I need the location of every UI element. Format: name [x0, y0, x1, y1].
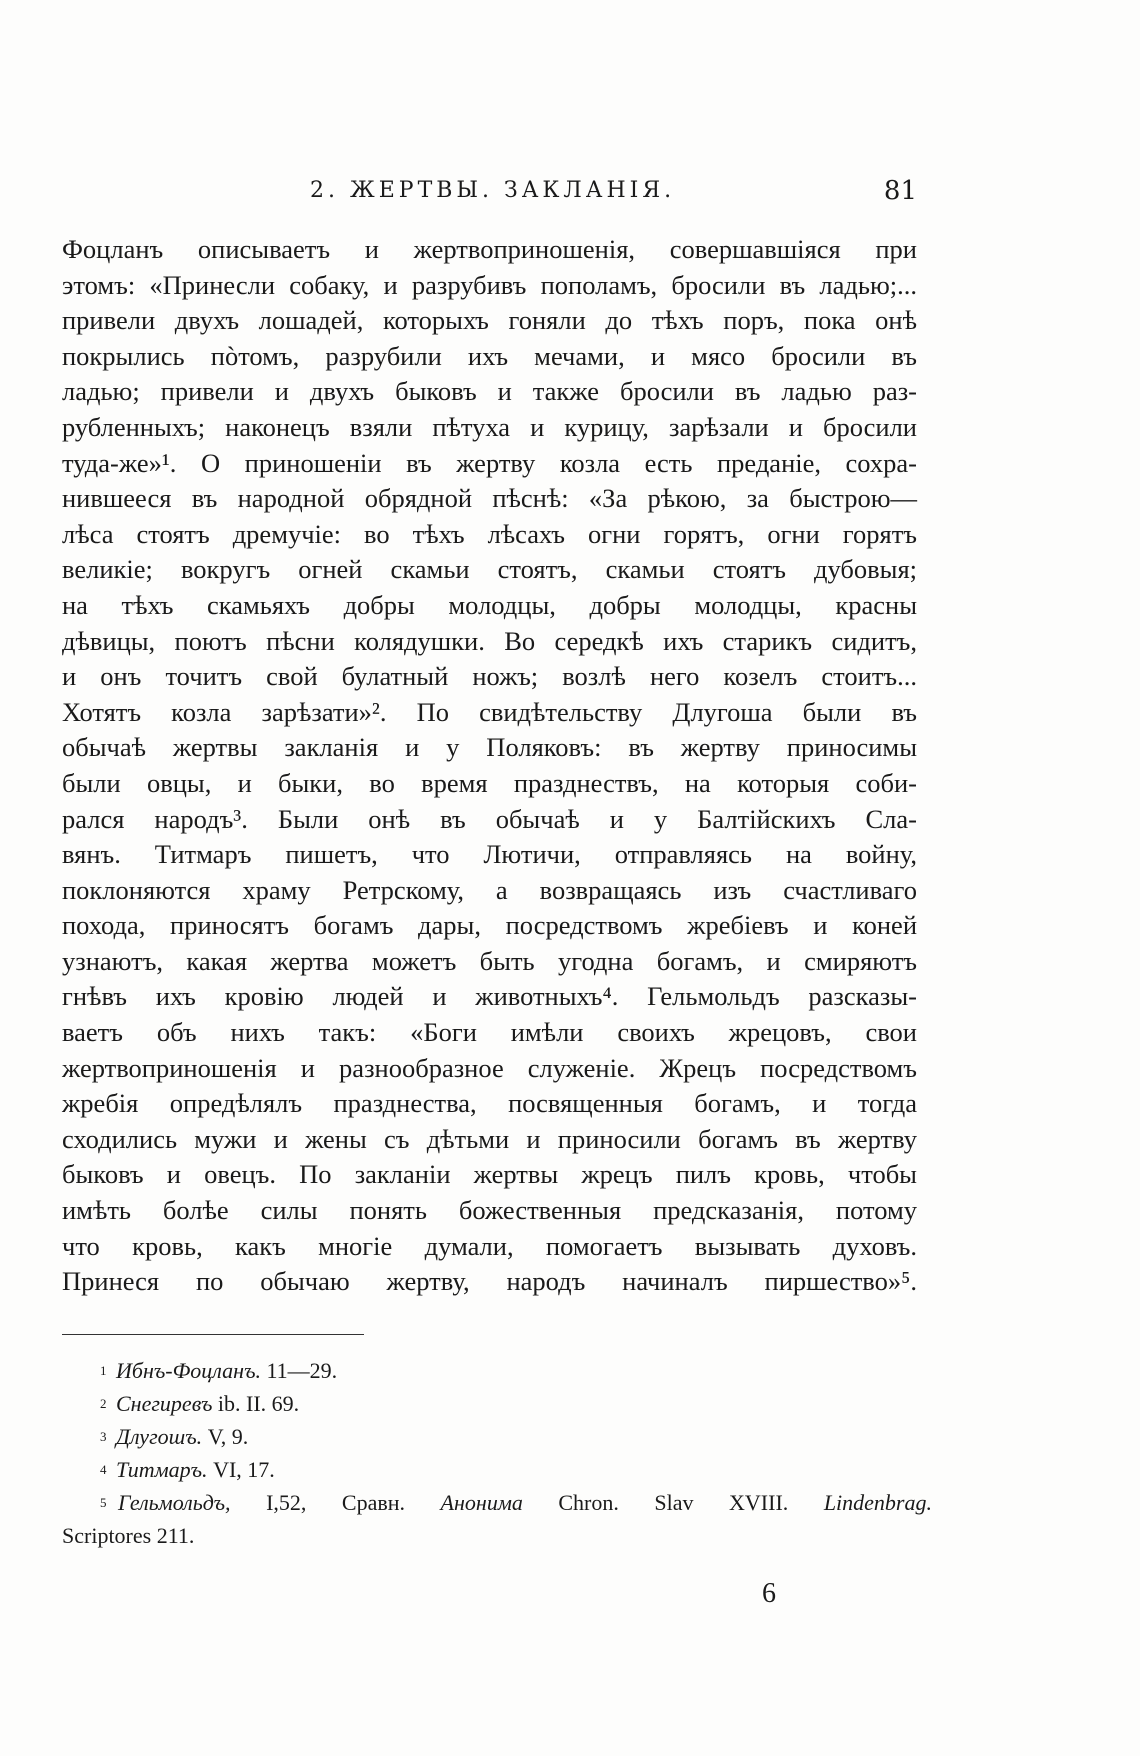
footnote-ref: ib. II. 69.	[212, 1391, 300, 1416]
footnote-source-name: Lindenbrag.	[823, 1490, 932, 1515]
footnote-source-name: Анонима	[440, 1490, 523, 1515]
footnote-source-name: Длугошъ.	[116, 1424, 203, 1449]
footnote-mark: 3	[100, 1429, 107, 1444]
text-line: рался народъ³. Были онѣ въ обычаѣ и у Балтійскихъ Сла-	[62, 803, 917, 834]
text-line: дѣвицы, поютъ пѣсни колядушки. Во середкѣ ихъ старикъ сидитъ,	[62, 625, 917, 656]
text-line: Принеся по обычаю жертву, народъ начиналъ пиршество»⁵.	[62, 1266, 917, 1297]
text-line: этомъ: «Принесли собаку, и разрубивъ пополамъ, бросили въ ладью;...	[62, 269, 917, 300]
text-line: нившееся въ народной обрядной пѣснѣ: «За рѣкою, за быстрою—	[62, 483, 917, 514]
footnote-mark: 4	[100, 1462, 107, 1477]
text-line: ладью; привели и двухъ быковъ и также бросили въ ладью раз-	[62, 376, 917, 407]
text-line: рубленныхъ; наконецъ взяли пѣтуха и курицу, зарѣзали и бросили	[62, 411, 917, 442]
text-line: поклоняются храму Ретрскому, а возвращаясь изъ счастливаго	[62, 874, 917, 905]
footnote-text	[118, 1486, 932, 1519]
text-line: туда-же»¹. О приношеніи въ жертву козла есть преданіе, сохра-	[62, 447, 917, 478]
text-line: гнѣвъ ихъ кровію людей и животныхъ⁴. Гельмольдъ разсказы-	[62, 981, 917, 1012]
footnote-3	[62, 1420, 932, 1453]
footnote-2	[62, 1387, 932, 1420]
text-line: имѣть болѣе силы понять божественныя предсказанія, потому	[62, 1195, 917, 1226]
footnote-text	[116, 1354, 337, 1387]
footnote-mark: 5	[100, 1495, 107, 1510]
text-line: вянъ. Титмаръ пишетъ, что Лютичи, отправляясь на войну,	[62, 839, 917, 870]
footnote-mark: 1	[100, 1363, 107, 1378]
footnote-4	[62, 1453, 932, 1486]
footnote-text	[116, 1453, 275, 1486]
footnote-1	[62, 1354, 932, 1387]
text-line: что кровь, какъ многіе думали, помогаетъ вызывать духовъ.	[62, 1230, 917, 1261]
text-line: на тѣхъ скамьяхъ добры молодцы, добры молодцы, красны	[62, 589, 917, 620]
signature-mark: 6	[762, 1578, 776, 1609]
page-number: 81	[883, 176, 917, 206]
text-line: жертвоприношенія и разнообразное служеніе. Жрецъ посредствомъ	[62, 1052, 917, 1083]
footnote-5	[62, 1486, 932, 1519]
text-line: привели двухъ лошадей, которыхъ гоняли до тѣхъ поръ, пока онѣ	[62, 305, 917, 336]
page-header	[62, 176, 917, 216]
footnote-ref: V, 9.	[202, 1424, 249, 1449]
text-line: Хотятъ козла зарѣзати»². По свидѣтельству Длугоша были въ	[62, 696, 917, 727]
footnote-ref: 11—29.	[261, 1358, 338, 1383]
footnotes	[62, 1354, 932, 1552]
text-line: узнаютъ, какая жертва можетъ быть угодна богамъ, и смиряютъ	[62, 945, 917, 976]
footnote-continuation: Scriptores 211.	[62, 1523, 195, 1548]
footnote-ref: VI, 17.	[207, 1457, 275, 1482]
body-text	[62, 232, 917, 1300]
footnote-ref: Chron. Slav XVIII.	[522, 1490, 824, 1515]
footnote-ref: I,52, Сравн.	[230, 1490, 441, 1515]
footnote-text	[116, 1387, 299, 1420]
text-line: обычаѣ жертвы закланія и у Поляковъ: въ жертву приносимы	[62, 732, 917, 763]
footnote-text	[116, 1420, 248, 1453]
text-line: ваетъ объ нихъ такъ: «Боги имѣли своихъ жрецовъ, свои	[62, 1017, 917, 1048]
text-line: жребія опредѣлялъ празднества, посвященныя богамъ, и тогда	[62, 1088, 917, 1119]
text-line: и онъ точитъ свой булатный ножъ; возлѣ него козелъ стоитъ...	[62, 661, 917, 692]
footnote-mark: 2	[100, 1396, 107, 1411]
footnote-source-name: Снегиревъ	[116, 1391, 213, 1416]
text-line: лѣса стоятъ дремучіе: во тѣхъ лѣсахъ огни горятъ, огни горятъ	[62, 518, 917, 549]
text-line: быковъ и овецъ. По закланіи жертвы жрецъ пилъ кровь, чтобы	[62, 1159, 917, 1190]
text-line: Фоцланъ описываетъ и жертвоприношенія, совершавшіяся при	[62, 234, 917, 264]
text-line: были овцы, и быки, во время празднествъ, на которыя соби-	[62, 767, 917, 798]
footnote-source-name: Титмаръ.	[116, 1457, 208, 1482]
text-line: сходились мужи и жены съ дѣтьми и приносили богамъ въ жертву	[62, 1123, 917, 1154]
text-line: покрылись пòтомъ, разрубили ихъ мечами, и мясо бросили въ	[62, 340, 917, 371]
footnote-source-name: Гельмольдъ,	[118, 1490, 231, 1515]
text-line: похода, приносятъ богамъ дары, посредствомъ жребіевъ и коней	[62, 910, 917, 941]
running-head: 2. ЖЕРТВЫ. ЗАКЛАНІЯ.	[310, 178, 676, 203]
text-line: великіе; вокругъ огней скамьи стоятъ, скамьи стоятъ дубовыя;	[62, 554, 917, 585]
footnote-rule	[62, 1334, 364, 1335]
footnote-source-name: Ибнъ-Фоцланъ.	[116, 1358, 261, 1383]
